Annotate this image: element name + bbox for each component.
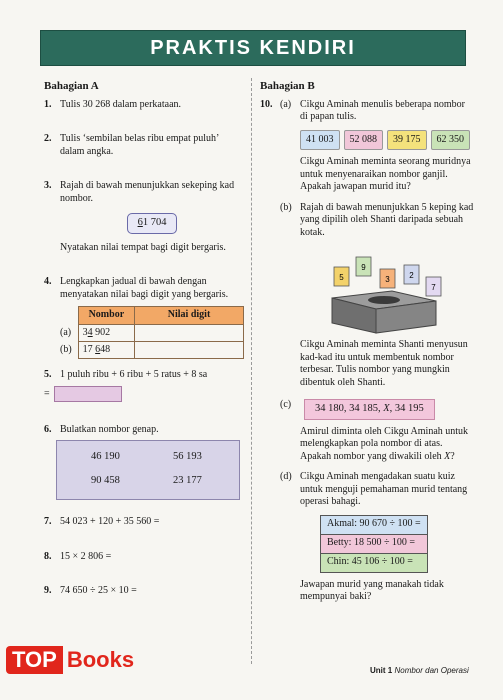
question-number: 2.	[44, 133, 52, 144]
equals-sign: =	[44, 387, 50, 399]
pattern-variable: X	[383, 403, 390, 414]
card-box-illustration	[314, 243, 474, 335]
column-divider	[251, 78, 252, 664]
question-number: 3.	[44, 180, 52, 191]
question-3	[44, 180, 244, 254]
digit-card	[380, 269, 395, 288]
topbooks-logo	[6, 642, 138, 678]
question-10	[260, 99, 475, 604]
answer-cell[interactable]	[135, 325, 244, 342]
number-card: 41 003	[300, 130, 340, 151]
quiz-entry: Akmal: 90 670 ÷ 100 =	[321, 515, 428, 534]
digit-value-table	[60, 306, 244, 359]
number-cards	[300, 130, 475, 151]
question-5	[44, 369, 244, 402]
table-row	[321, 553, 428, 572]
question-number: 8.	[44, 550, 52, 562]
question-number: 6.	[44, 423, 52, 435]
digit-card	[356, 257, 371, 276]
question-4	[44, 276, 244, 359]
sub-question: Jawapan murid yang manakah tidak mempunyai baki?	[300, 578, 444, 602]
table-header-number: Nombor	[78, 307, 134, 325]
unit-number: Unit 1	[370, 666, 393, 675]
digit-card	[334, 267, 349, 286]
number-option[interactable]: 90 458	[91, 475, 120, 486]
table-spacer	[60, 307, 78, 325]
sub-text: Rajah di bawah menunjukkan 5 keping kad yang dipilih oleh Shanti daripada sebuah kotak.	[300, 201, 474, 238]
question-text: Rajah di bawah menunjukkan sekeping kad nombor.	[60, 180, 235, 204]
underlined-digit: 6	[137, 217, 143, 228]
number-card: 62 350	[431, 130, 471, 151]
digit-card-label: 5	[339, 273, 344, 282]
row-number: 17 648	[78, 342, 134, 359]
sub-label: (c)	[280, 399, 292, 410]
question-text: Tulis ‘sembilan belas ribu empat puluh’ dalam angka.	[60, 133, 219, 157]
digit-card-label: 3	[385, 275, 390, 284]
question-9	[44, 585, 244, 598]
digit-card-label: 7	[431, 283, 436, 292]
card-digits: 1 704	[142, 217, 167, 228]
page-footer	[370, 666, 469, 675]
number-card	[127, 213, 178, 234]
question-7	[44, 516, 244, 529]
question-10d	[280, 471, 475, 604]
table-row	[321, 515, 428, 534]
pattern-wrap	[304, 399, 475, 420]
number-option[interactable]: 56 193	[173, 451, 202, 462]
section-b	[260, 80, 475, 604]
answer-line	[44, 386, 244, 402]
unit-topic: Nombor dan Operasi	[394, 666, 469, 675]
question-text: Bulatkan nombor genap.	[60, 423, 159, 435]
table-row	[60, 342, 244, 359]
number-option[interactable]: 23 177	[173, 475, 202, 486]
row-number: 34 902	[78, 325, 134, 342]
question-text: 1 puluh ribu + 6 ribu + 5 ratus + 8 sa	[60, 369, 208, 380]
sub-label: (b)	[280, 201, 292, 213]
underlined-digit: 6	[95, 343, 101, 355]
question-8	[44, 551, 244, 564]
question-text: 15 × 2 806 =	[60, 550, 112, 562]
question-6	[44, 424, 244, 437]
question-2	[44, 133, 244, 158]
table-row	[321, 534, 428, 553]
number-pattern: 34 180, 34 185, X, 34 195	[304, 399, 435, 420]
question-10c	[280, 399, 475, 463]
table-header-value: Nilai digit	[135, 307, 244, 325]
page-title: PRAKTIS KENDIRI	[150, 36, 356, 59]
even-number-box	[56, 440, 240, 500]
section-a-title: Bahagian A	[44, 80, 99, 92]
sub-question: Amirul diminta oleh Cikgu Aminah untuk melengkapkan pola nombor di atas. Apakah nombor yang diwakili oleh X?	[300, 425, 469, 462]
question-number: 1.	[44, 98, 52, 110]
question-number: 5.	[44, 369, 52, 380]
quiz-entry: Betty: 18 500 ÷ 100 =	[321, 534, 428, 553]
box-icon	[332, 291, 436, 333]
question-1	[44, 99, 244, 112]
question-number: 10.	[260, 98, 273, 110]
answer-cell[interactable]	[135, 342, 244, 359]
quiz-table	[320, 515, 428, 573]
question-number: 9.	[44, 585, 52, 596]
question-text: 54 023 + 120 + 35 560 =	[60, 516, 160, 527]
sub-text: Cikgu Aminah mengadakan suatu kuiz untuk menguji pemahaman murid tentang operasi bahagi.	[300, 471, 468, 507]
sub-label: (a)	[280, 98, 292, 110]
answer-box[interactable]	[54, 386, 122, 402]
number-option[interactable]: 46 190	[91, 451, 120, 462]
question-10b	[280, 202, 475, 390]
number-card: 52 088	[344, 130, 384, 151]
quiz-entry: Chin: 45 106 ÷ 100 =	[321, 553, 428, 572]
sub-question: Cikgu Aminah meminta seorang muridnya untuk menyenaraikan nombor ganjil. Apakah jawapan murid itu?	[300, 156, 471, 192]
section-a	[44, 80, 244, 598]
underlined-digit: 4	[87, 326, 93, 338]
digit-card	[404, 265, 419, 284]
digit-card-label: 9	[361, 263, 366, 272]
number-card: 39 175	[387, 130, 427, 151]
question-text: 74 650 ÷ 25 × 10 =	[60, 585, 137, 596]
sub-label: (d)	[280, 471, 292, 482]
question-text: Lengkapkan jadual di bawah dengan menyatakan nilai bagi digit yang bergaris.	[60, 276, 229, 300]
question-prompt: Nyatakan nilai tempat bagi digit bergaris.	[60, 241, 226, 253]
digit-card-label: 2	[409, 271, 414, 280]
logo-part-top: TOP	[6, 646, 63, 674]
question-10a	[280, 99, 475, 194]
question-text: Tulis 30 268 dalam perkataan.	[60, 98, 182, 110]
page-header	[40, 30, 466, 66]
sub-question: Cikgu Aminah meminta Shanti menyusun kad-kad itu untuk membentuk nombor terbesar. Tulis nombor yang mungkin dibentuk oleh Shanti.	[300, 339, 468, 388]
number-card-wrap	[60, 213, 244, 234]
row-label: (a)	[60, 326, 72, 338]
digit-card	[426, 277, 441, 296]
question-number: 7.	[44, 516, 52, 527]
table-row	[60, 325, 244, 342]
logo-part-books: Books	[66, 647, 135, 672]
question-number: 4.	[44, 276, 52, 287]
row-label: (b)	[60, 343, 72, 355]
sub-text: Cikgu Aminah menulis beberapa nombor di papan tulis.	[300, 98, 465, 122]
section-b-title: Bahagian B	[260, 80, 315, 92]
